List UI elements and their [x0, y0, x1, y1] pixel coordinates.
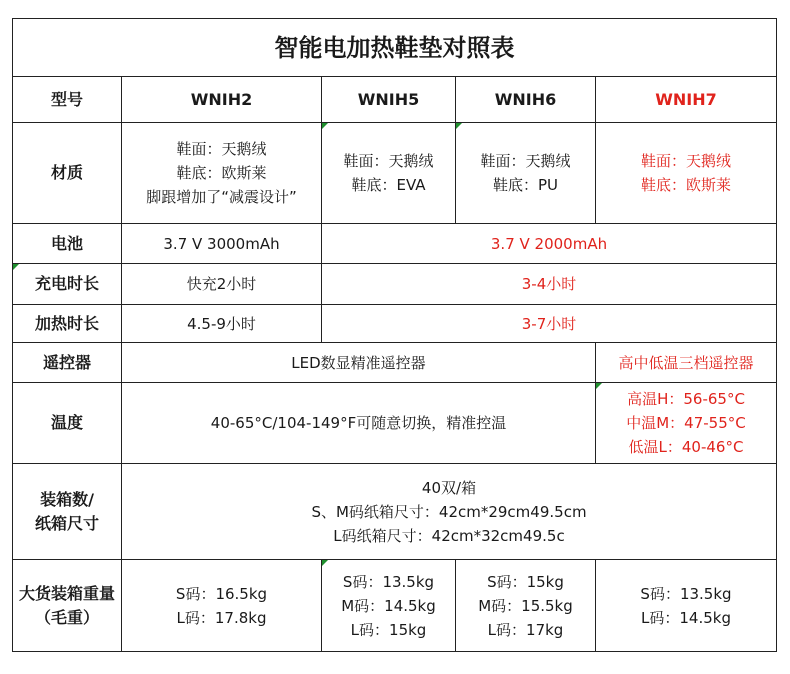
weight-wnih6-line: L码：17kg — [487, 620, 564, 639]
material-wnih2-line: 脚跟增加了“减震设计” — [146, 188, 297, 206]
row-label-weight — [13, 560, 122, 652]
temperature-level-low: 低温L：40-46°C — [628, 438, 744, 456]
weight-wnih5 — [322, 560, 456, 652]
comment-marker — [13, 264, 19, 270]
weight-label-line: 大货装箱重量 — [18, 583, 115, 603]
weight-wnih5-line: S码：13.5kg — [342, 572, 435, 591]
weight-label-line: （毛重） — [34, 607, 99, 627]
header-wnih5: WNIH5 — [322, 77, 456, 123]
weight-wnih2-line: L码：17.8kg — [176, 608, 267, 627]
row-label-battery: 电池 — [13, 224, 122, 264]
weight-wnih6 — [456, 560, 596, 652]
material-wnih6-line: 鞋底：PU — [492, 176, 559, 194]
header-wnih7: WNIH7 — [596, 77, 777, 123]
weight-wnih5-line: M码：14.5kg — [341, 596, 436, 615]
comment-marker — [596, 383, 602, 389]
weight-wnih7 — [596, 560, 777, 652]
packing-label-line: 纸箱尺寸 — [34, 513, 99, 533]
temperature-level-mid: 中温M：47-55°C — [626, 414, 746, 432]
header-wnih2: WNIH2 — [122, 77, 322, 123]
packing-line: L码纸箱尺寸：42cm*32cm49.5c — [333, 526, 565, 545]
comment-marker — [456, 123, 462, 129]
row-label-charge-time — [13, 264, 122, 305]
comment-marker — [322, 123, 328, 129]
material-wnih5-line: 鞋底：EVA — [351, 176, 426, 194]
battery-wnih2: 3.7 V 3000mAh — [122, 224, 322, 264]
material-wnih7-line: 鞋面：天鹅绒 — [640, 152, 731, 170]
remote-wnih2-6: LED数显精准遥控器 — [122, 343, 596, 383]
comparison-sheet — [12, 18, 776, 654]
material-wnih2-line: 鞋面：天鹅绒 — [176, 140, 267, 158]
material-wnih2 — [122, 123, 322, 224]
row-label-packing — [13, 464, 122, 560]
weight-wnih5-line: L码：15kg — [350, 620, 427, 639]
row-label-heat-time: 加热时长 — [13, 305, 122, 343]
heat-time-others: 3-7小时 — [322, 305, 777, 343]
row-label-remote: 遥控器 — [13, 343, 122, 383]
packing-all-models — [122, 464, 777, 560]
charge-time-wnih2: 快充2小时 — [122, 264, 322, 305]
material-wnih5-line: 鞋面：天鹅绒 — [343, 152, 434, 170]
material-wnih2-line: 鞋底：欧斯莱 — [176, 164, 267, 182]
packing-line: S、M码纸箱尺寸：42cm*29cm49.5cm — [311, 502, 587, 521]
table-title: 智能电加热鞋垫对照表 — [13, 19, 777, 77]
comment-marker — [322, 560, 328, 566]
comparison-table — [12, 18, 777, 652]
weight-wnih6-line: S码：15kg — [487, 572, 564, 591]
temperature-wnih2-6: 40-65°C/104-149°F可随意切换，精准控温 — [122, 383, 596, 464]
charge-time-others: 3-4小时 — [322, 264, 777, 305]
material-wnih7 — [596, 123, 777, 224]
row-label-temperature: 温度 — [13, 383, 122, 464]
material-wnih6-line: 鞋面：天鹅绒 — [480, 152, 571, 170]
header-wnih6: WNIH6 — [456, 77, 596, 123]
material-wnih6 — [456, 123, 596, 224]
material-wnih7-line: 鞋底：欧斯莱 — [640, 176, 731, 194]
packing-line: 40双/箱 — [421, 478, 477, 497]
heat-time-wnih2: 4.5-9小时 — [122, 305, 322, 343]
remote-wnih7: 高中低温三档遥控器 — [596, 343, 777, 383]
weight-wnih2 — [122, 560, 322, 652]
material-wnih5 — [322, 123, 456, 224]
row-label-material: 材质 — [13, 123, 122, 224]
weight-wnih2-line: S码：16.5kg — [175, 584, 268, 603]
temperature-level-high: 高温H：56-65°C — [627, 390, 745, 408]
battery-others: 3.7 V 2000mAh — [322, 224, 777, 264]
packing-label-line: 装箱数/ — [40, 489, 94, 509]
temperature-wnih7 — [596, 383, 777, 464]
charge-time-label-text: 充电时长 — [34, 274, 99, 293]
weight-wnih7-line: S码：13.5kg — [640, 584, 732, 603]
header-model-label: 型号 — [13, 77, 122, 123]
weight-wnih6-line: M码：15.5kg — [478, 596, 573, 615]
weight-wnih7-line: L码：14.5kg — [641, 608, 731, 627]
